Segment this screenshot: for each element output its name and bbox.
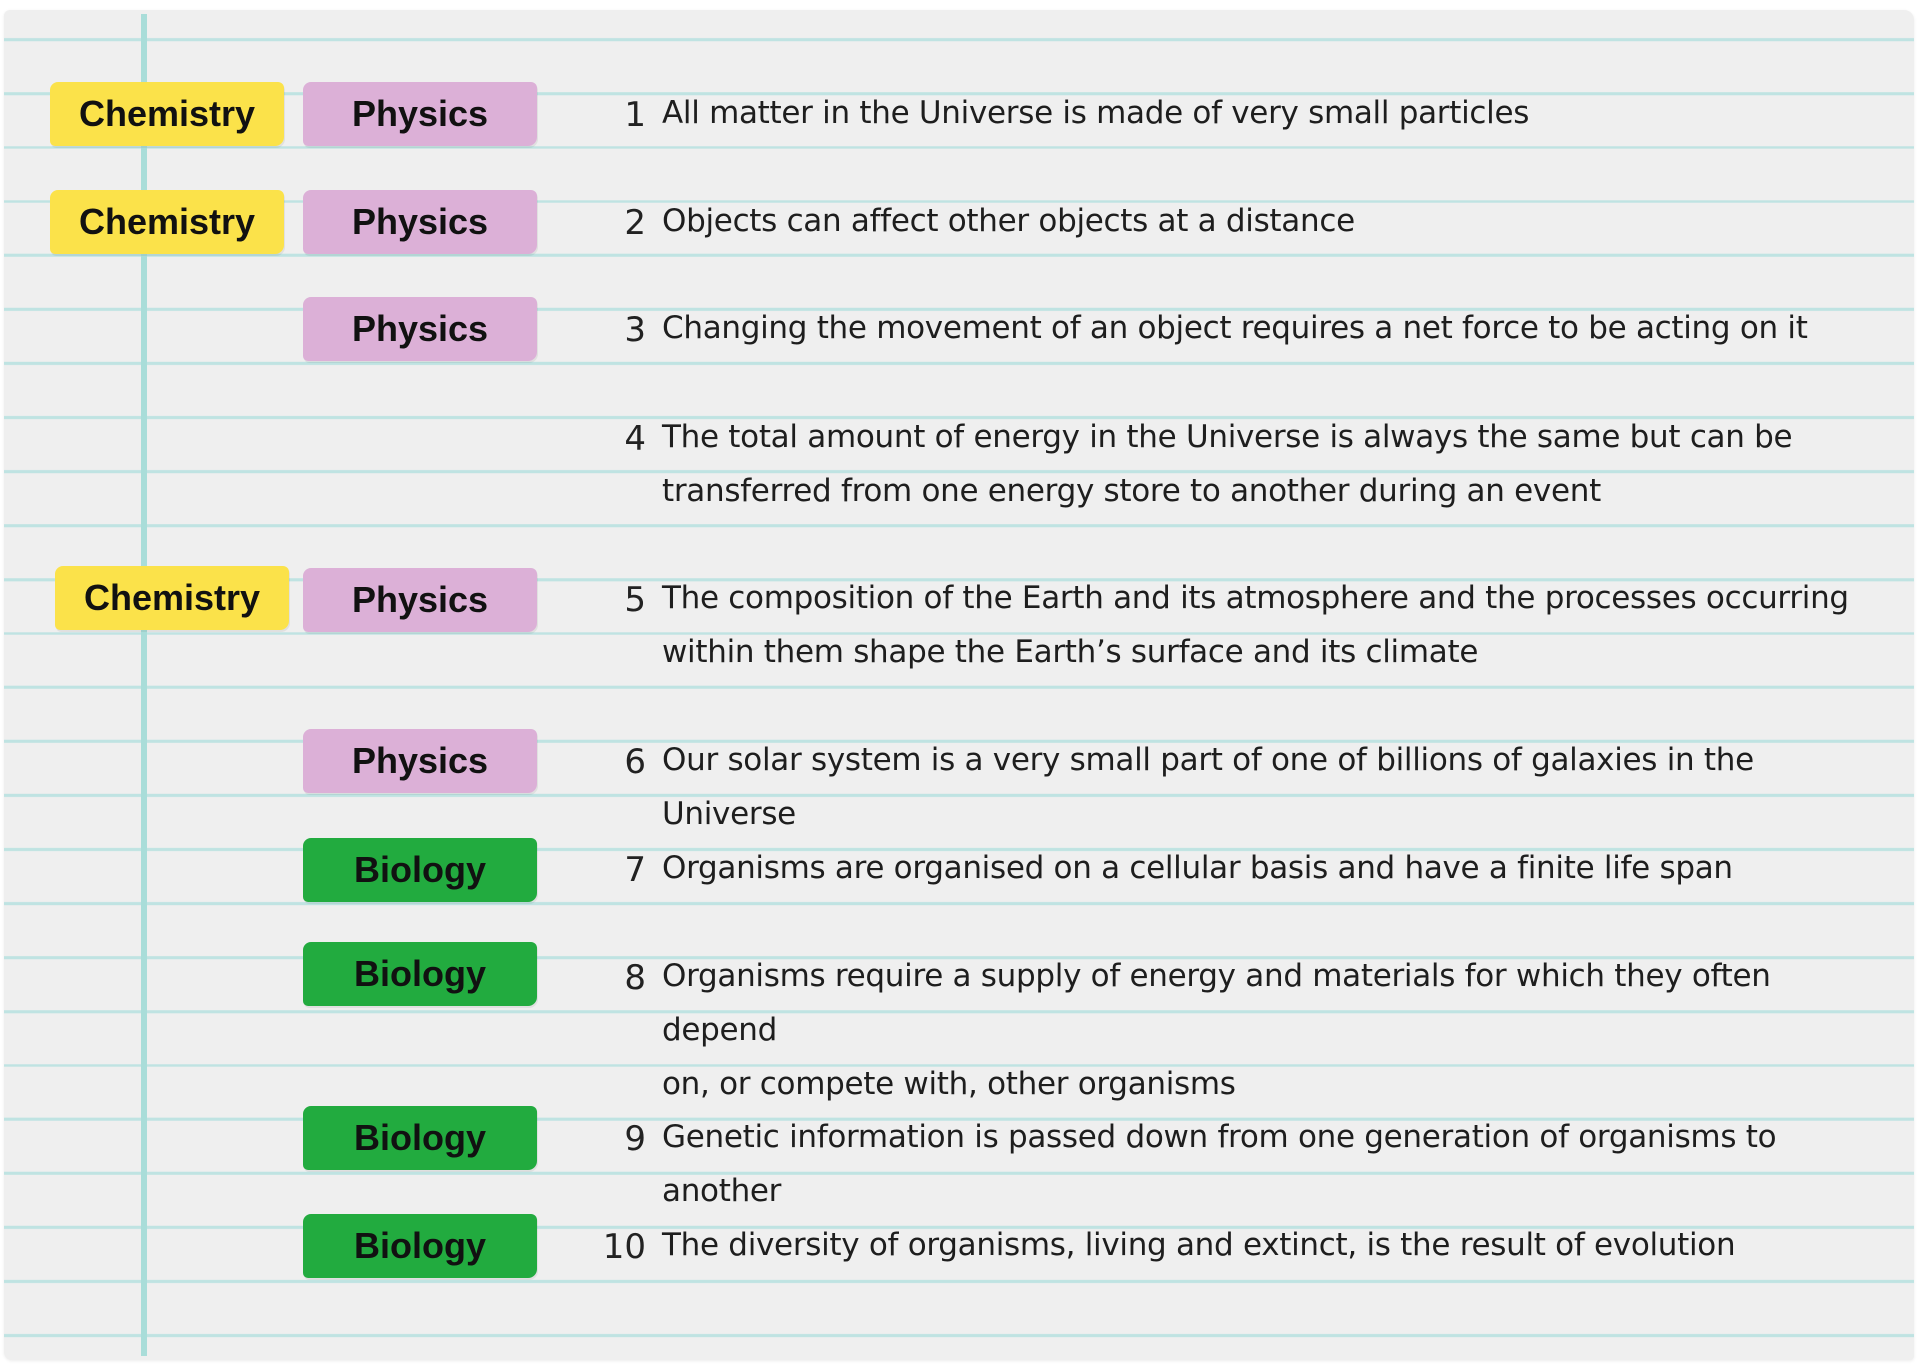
idea-text-line-2: transferred from one energy store to another during an event <box>662 473 1601 509</box>
idea-text-line-1: The total amount of energy in the Universe is always the same but can be <box>662 419 1793 455</box>
idea-text-line-2: within them shape the Earth’s surface and its climate <box>662 634 1479 670</box>
idea-text: Organisms are organised on a cellular basis and have a finite life span <box>662 850 1733 886</box>
idea-text: Genetic information is passed down from one generation of organisms to another <box>662 1119 1777 1209</box>
idea-text-line-1: The composition of the Earth and its atmosphere and the processes occurring <box>662 580 1849 616</box>
idea-text: Changing the movement of an object requires a net force to be acting on it <box>662 310 1808 346</box>
physics-tag: Physics <box>303 568 537 632</box>
idea-text: The diversity of organisms, living and extinct, is the result of evolution <box>662 1227 1736 1263</box>
chemistry-tag: Chemistry <box>50 82 284 146</box>
physics-tag: Physics <box>303 297 537 361</box>
chemistry-tag: Chemistry <box>50 190 284 254</box>
idea-number: 10 <box>602 1227 646 1267</box>
idea-number: 1 <box>624 95 646 135</box>
physics-tag: Physics <box>303 82 537 146</box>
physics-tag: Physics <box>303 190 537 254</box>
biology-tag: Biology <box>303 838 537 902</box>
idea-number: 2 <box>624 203 646 243</box>
idea-number: 7 <box>624 850 646 890</box>
idea-text: Our solar system is a very small part of one of billions of galaxies in the Universe <box>662 742 1754 832</box>
idea-text: All matter in the Universe is made of very small particles <box>662 95 1530 131</box>
idea-number: 4 <box>624 419 646 459</box>
biology-tag: Biology <box>303 1106 537 1170</box>
idea-number: 9 <box>624 1119 646 1159</box>
idea-text-line-2: on, or compete with, other organisms <box>662 1066 1236 1102</box>
physics-tag: Physics <box>303 729 537 793</box>
idea-text <box>662 571 1882 679</box>
chemistry-tag: Chemistry <box>55 566 289 630</box>
idea-number: 3 <box>624 310 646 350</box>
biology-tag: Biology <box>303 1214 537 1278</box>
idea-text <box>662 949 1882 1111</box>
biology-tag: Biology <box>303 942 537 1006</box>
idea-number: 5 <box>624 580 646 620</box>
idea-number: 6 <box>624 742 646 782</box>
idea-text <box>662 410 1882 518</box>
idea-text: Objects can affect other objects at a distance <box>662 203 1355 239</box>
idea-number: 8 <box>624 958 646 998</box>
idea-text-line-1: Organisms require a supply of energy and materials for which they often depend <box>662 958 1771 1048</box>
